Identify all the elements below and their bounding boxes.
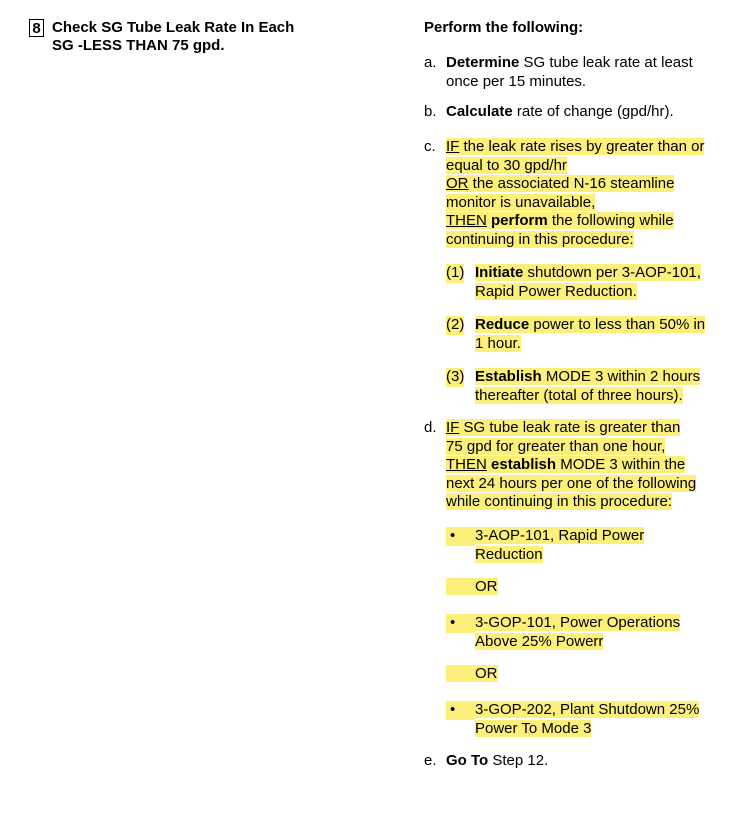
step-title: [52, 19, 352, 55]
substep-d-line4: next 24 hours per one of the following: [446, 474, 697, 492]
substep-c2-line1: [475, 316, 729, 335]
substep-c-line6: continuing in this procedure:: [446, 230, 634, 248]
substep-d-label: d.: [424, 419, 437, 436]
substep-d-then: THEN: [446, 456, 487, 473]
substep-b-text: rate of change (gpd/hr).: [512, 103, 674, 120]
substep-d-if: IF: [446, 419, 460, 436]
bullet-icon: •: [446, 527, 475, 546]
substep-a-label: a.: [424, 54, 437, 71]
substep-c-perform: perform: [491, 212, 548, 229]
substep-d-line1-text: SG tube leak rate is greater than: [459, 419, 681, 436]
substep-e-action: Go To: [446, 752, 489, 769]
substep-c3-line1: [475, 368, 729, 387]
substep-c-or: OR: [446, 175, 469, 192]
substep-c-label: c.: [424, 138, 436, 155]
substep-d-bullet1-line1: 3-AOP-101, Rapid Power: [475, 527, 645, 544]
substep-c-line3: [446, 175, 728, 194]
substep-c3-action: Establish: [475, 368, 542, 385]
substep-c1-label: (1): [446, 264, 465, 281]
substep-a-action: Determine: [446, 54, 520, 71]
substep-d-bullet3-line1: 3-GOP-202, Plant Shutdown 25%: [475, 701, 700, 718]
substep-d-establish: establish: [491, 456, 557, 473]
substep-b-line1: [446, 103, 726, 122]
bullet-icon: •: [446, 701, 475, 720]
substep-a-line1: [446, 54, 726, 73]
substep-c-line3-text: the associated N-16 steamline: [468, 175, 675, 192]
substep-c2-label: (2): [446, 316, 465, 333]
substep-d-or1-text: OR: [446, 578, 498, 595]
substep-d-or2-text: OR: [446, 665, 498, 682]
substep-c-line2: equal to 30 gpd/hr: [446, 156, 567, 174]
substep-d-line3-text: MODE 3 within the: [556, 456, 686, 473]
substep-d-or2: [446, 665, 728, 684]
substep-c2-action: Reduce: [475, 316, 530, 333]
step-title-line1: Check SG Tube Leak Rate In Each: [52, 19, 295, 36]
substep-c1-action: Initiate: [475, 264, 524, 281]
substep-d-line3: [446, 456, 728, 475]
substep-c1-text: shutdown per 3-AOP-101,: [523, 264, 701, 281]
substep-d-line1: [446, 419, 728, 438]
substep-d-bullet2-line1: 3-GOP-101, Power Operations: [475, 614, 681, 631]
substep-c3-label: (3): [446, 368, 465, 385]
bullet-icon: •: [446, 614, 475, 633]
substep-e-line1: [446, 752, 726, 771]
substep-c2-line2: 1 hour.: [475, 334, 521, 352]
substep-c-line5: [446, 212, 728, 231]
substep-b-label: b.: [424, 103, 437, 120]
substep-a-line2: once per 15 minutes.: [446, 72, 587, 90]
substep-a-text: SG tube leak rate at least: [519, 54, 693, 71]
substep-c-if: IF: [446, 138, 460, 155]
substep-d-bullet1-line2: Reduction: [475, 545, 543, 563]
substep-d-line2: 75 gpd for greater than one hour,: [446, 437, 666, 455]
substep-c1-line2: Rapid Power Reduction.: [475, 282, 637, 300]
step-number-box: 8: [29, 19, 44, 37]
substep-c-line1-text: the leak rate rises by greater than or: [459, 138, 705, 155]
response-header: Perform the following:: [424, 19, 584, 36]
substep-c-line5-text: the following while: [547, 212, 674, 229]
substep-c3-text: MODE 3 within 2 hours: [541, 368, 701, 385]
substep-c-line4: monitor is unavailable,: [446, 193, 596, 211]
substep-c1-line1: [475, 264, 729, 283]
substep-e-text: Step 12.: [488, 752, 549, 769]
substep-d-line5: while continuing in this procedure:: [446, 493, 672, 510]
substep-d-bullet2-line2: Above 25% Powerr: [475, 632, 604, 650]
step-title-line2: SG -LESS THAN 75 gpd.: [52, 37, 225, 54]
substep-b-action: Calculate: [446, 103, 513, 120]
substep-c-then: THEN: [446, 212, 487, 229]
substep-e-label: e.: [424, 752, 437, 769]
substep-c3-line2: thereafter (total of three hours).: [475, 386, 683, 404]
substep-d-or1: [446, 578, 728, 597]
substep-c-line1: [446, 138, 728, 157]
substep-c2-text: power to less than 50% in: [529, 316, 706, 333]
substep-d-bullet3-line2: Power To Mode 3: [475, 719, 592, 737]
